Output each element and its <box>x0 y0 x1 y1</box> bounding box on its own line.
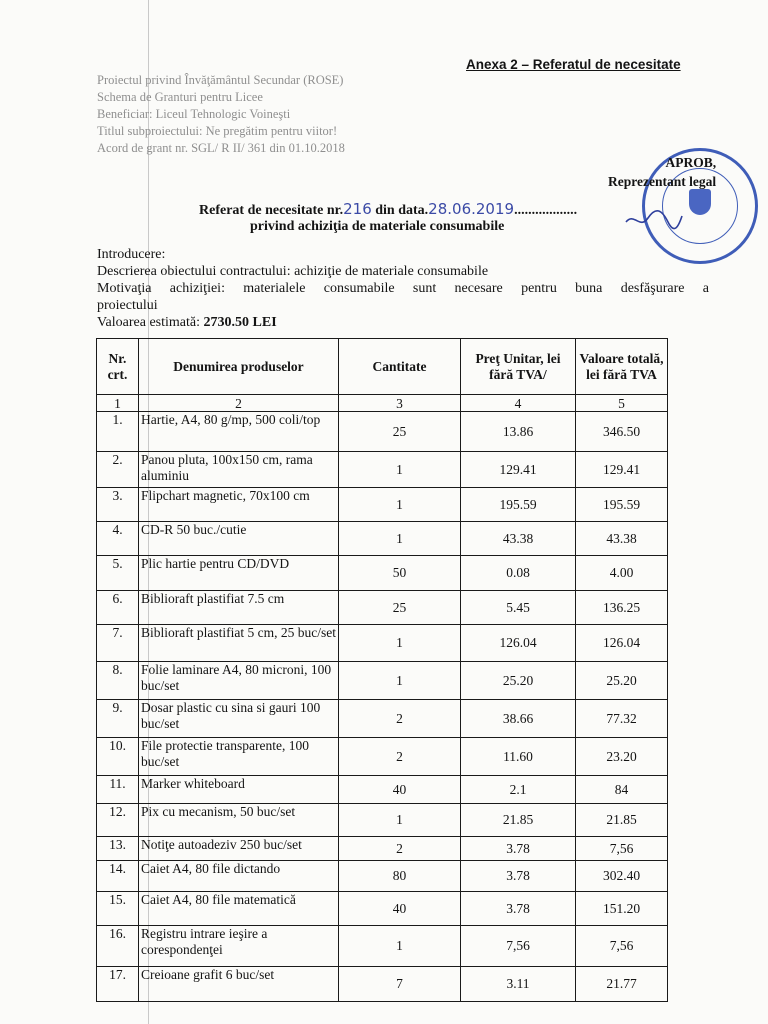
table-row <box>97 776 668 804</box>
row-number: 5. <box>97 556 139 591</box>
product-total: 195.59 <box>576 488 668 522</box>
product-unit-price: 195.59 <box>461 488 576 522</box>
table-row <box>97 591 668 625</box>
table-row <box>97 967 668 1002</box>
intro-motivation-cont: proiectului <box>97 298 158 313</box>
product-name: Biblioraft plastifiat 5 cm, 25 buc/set <box>139 625 339 662</box>
row-number: 17. <box>97 967 139 1002</box>
product-quantity: 1 <box>339 452 461 488</box>
row-number: 1. <box>97 412 139 452</box>
column-number: 2 <box>139 395 339 412</box>
product-unit-price: 7,56 <box>461 926 576 967</box>
product-quantity: 2 <box>339 700 461 738</box>
product-total: 77.32 <box>576 700 668 738</box>
column-number: 3 <box>339 395 461 412</box>
product-total: 25.20 <box>576 662 668 700</box>
project-header <box>97 72 345 157</box>
product-name: Notiţe autoadeziv 250 buc/set <box>139 837 339 861</box>
approval-role: Reprezentant legal <box>608 174 717 189</box>
estimated-value-amount: 2730.50 LEI <box>203 315 277 330</box>
product-total: 43.38 <box>576 522 668 556</box>
product-unit-price: 129.41 <box>461 452 576 488</box>
product-total: 126.04 <box>576 625 668 662</box>
product-name: Hartie, A4, 80 g/mp, 500 coli/top <box>139 412 339 452</box>
column-number-row <box>97 395 668 412</box>
introduction-section <box>97 246 709 331</box>
product-unit-price: 126.04 <box>461 625 576 662</box>
product-name: File protectie transparente, 100 buc/set <box>139 738 339 776</box>
product-unit-price: 0.08 <box>461 556 576 591</box>
intro-description: Descrierea obiectului contractului: achiziţie de materiale consumabile <box>97 264 489 279</box>
estimated-value <box>97 314 709 331</box>
product-name: Registru intrare ieşire a corespondenţei <box>139 926 339 967</box>
product-name: CD-R 50 buc./cutie <box>139 522 339 556</box>
product-quantity: 2 <box>339 837 461 861</box>
approval-label: APROB, <box>665 155 717 170</box>
product-unit-price: 2.1 <box>461 776 576 804</box>
table-row <box>97 488 668 522</box>
header-unit-price: Preţ Unitar, lei fără TVA/ <box>461 339 576 395</box>
table-row <box>97 804 668 837</box>
table-row <box>97 522 668 556</box>
product-quantity: 1 <box>339 625 461 662</box>
product-unit-price: 3.11 <box>461 967 576 1002</box>
table-row <box>97 738 668 776</box>
items-table <box>96 338 668 1002</box>
product-total: 21.85 <box>576 804 668 837</box>
product-name: Folie laminare A4, 80 microni, 100 buc/set <box>139 662 339 700</box>
referat-number: 216 <box>343 200 372 218</box>
row-number: 4. <box>97 522 139 556</box>
product-quantity: 1 <box>339 522 461 556</box>
product-unit-price: 5.45 <box>461 591 576 625</box>
referat-mid: din data. <box>371 203 429 218</box>
table-row <box>97 926 668 967</box>
table-row <box>97 556 668 591</box>
product-total: 136.25 <box>576 591 668 625</box>
intro-heading: Introducere: <box>97 247 166 262</box>
product-name: Flipchart magnetic, 70x100 cm <box>139 488 339 522</box>
header-line: Acord de grant nr. SGL/ R II/ 361 din 01.10.2018 <box>97 141 345 155</box>
product-unit-price: 3.78 <box>461 837 576 861</box>
header-line: Schema de Granturi pentru Licee <box>97 90 263 104</box>
row-number: 9. <box>97 700 139 738</box>
approval-block <box>608 153 716 191</box>
header-line: Titlul subproiectului: Ne pregătim pentru viitor! <box>97 124 338 138</box>
product-unit-price: 3.78 <box>461 892 576 926</box>
product-total: 21.77 <box>576 967 668 1002</box>
product-unit-price: 13.86 <box>461 412 576 452</box>
table-row <box>97 662 668 700</box>
signature-icon <box>624 208 684 232</box>
row-number: 6. <box>97 591 139 625</box>
table-row <box>97 892 668 926</box>
product-quantity: 7 <box>339 967 461 1002</box>
product-unit-price: 38.66 <box>461 700 576 738</box>
product-unit-price: 25.20 <box>461 662 576 700</box>
referat-dots: .................. <box>514 203 578 218</box>
table-row <box>97 412 668 452</box>
product-name: Plic hartie pentru CD/DVD <box>139 556 339 591</box>
product-total: 129.41 <box>576 452 668 488</box>
product-name: Caiet A4, 80 file dictando <box>139 861 339 892</box>
row-number: 16. <box>97 926 139 967</box>
header-line: Proiectul privind Învăţământul Secundar (ROSE) <box>97 73 344 87</box>
product-quantity: 1 <box>339 488 461 522</box>
table-row <box>97 861 668 892</box>
row-number: 3. <box>97 488 139 522</box>
product-unit-price: 11.60 <box>461 738 576 776</box>
column-number: 1 <box>97 395 139 412</box>
row-number: 11. <box>97 776 139 804</box>
row-number: 8. <box>97 662 139 700</box>
referat-title <box>199 200 577 219</box>
table-row <box>97 625 668 662</box>
product-unit-price: 21.85 <box>461 804 576 837</box>
intro-motivation: Motivaţia achiziţiei: materialele consumabile sunt necesare pentru buna desfăşurare a <box>97 281 709 296</box>
product-total: 7,56 <box>576 837 668 861</box>
row-number: 7. <box>97 625 139 662</box>
product-total: 151.20 <box>576 892 668 926</box>
product-total: 23.20 <box>576 738 668 776</box>
stamp-crest-icon <box>689 189 711 215</box>
row-number: 15. <box>97 892 139 926</box>
row-number: 13. <box>97 837 139 861</box>
product-total: 346.50 <box>576 412 668 452</box>
column-number: 4 <box>461 395 576 412</box>
product-quantity: 25 <box>339 412 461 452</box>
product-quantity: 1 <box>339 662 461 700</box>
table-row <box>97 452 668 488</box>
product-name: Creioane grafit 6 buc/set <box>139 967 339 1002</box>
product-total: 84 <box>576 776 668 804</box>
product-unit-price: 43.38 <box>461 522 576 556</box>
row-number: 2. <box>97 452 139 488</box>
product-name: Panou pluta, 100x150 cm, rama aluminiu <box>139 452 339 488</box>
row-number: 14. <box>97 861 139 892</box>
annex-title: Anexa 2 – Referatul de necesitate <box>466 57 681 72</box>
product-name: Pix cu mecanism, 50 buc/set <box>139 804 339 837</box>
row-number: 12. <box>97 804 139 837</box>
product-name: Marker whiteboard <box>139 776 339 804</box>
product-quantity: 50 <box>339 556 461 591</box>
estimated-value-label: Valoarea estimată: <box>97 315 204 330</box>
product-total: 7,56 <box>576 926 668 967</box>
product-quantity: 1 <box>339 804 461 837</box>
product-quantity: 40 <box>339 892 461 926</box>
referat-prefix: Referat de necesitate nr. <box>199 203 344 218</box>
product-name: Biblioraft plastifiat 7.5 cm <box>139 591 339 625</box>
header-line: Beneficiar: Liceul Tehnologic Voineşti <box>97 107 291 121</box>
header-name: Denumirea produselor <box>139 339 339 395</box>
product-total: 4.00 <box>576 556 668 591</box>
product-unit-price: 3.78 <box>461 861 576 892</box>
product-name: Caiet A4, 80 file matematică <box>139 892 339 926</box>
header-quantity: Cantitate <box>339 339 461 395</box>
table-row <box>97 837 668 861</box>
table-header-row <box>97 339 668 395</box>
table-row <box>97 700 668 738</box>
column-number: 5 <box>576 395 668 412</box>
referat-date: 28.06.2019 <box>428 200 515 218</box>
row-number: 10. <box>97 738 139 776</box>
referat-subtitle: privind achiziţia de materiale consumabile <box>250 219 505 234</box>
product-quantity: 80 <box>339 861 461 892</box>
product-quantity: 40 <box>339 776 461 804</box>
product-total: 302.40 <box>576 861 668 892</box>
product-quantity: 1 <box>339 926 461 967</box>
header-nr: Nr. crt. <box>97 339 139 395</box>
product-quantity: 2 <box>339 738 461 776</box>
product-quantity: 25 <box>339 591 461 625</box>
table-body <box>97 412 668 1002</box>
header-total: Valoare totală, lei fără TVA <box>576 339 668 395</box>
product-name: Dosar plastic cu sina si gauri 100 buc/set <box>139 700 339 738</box>
